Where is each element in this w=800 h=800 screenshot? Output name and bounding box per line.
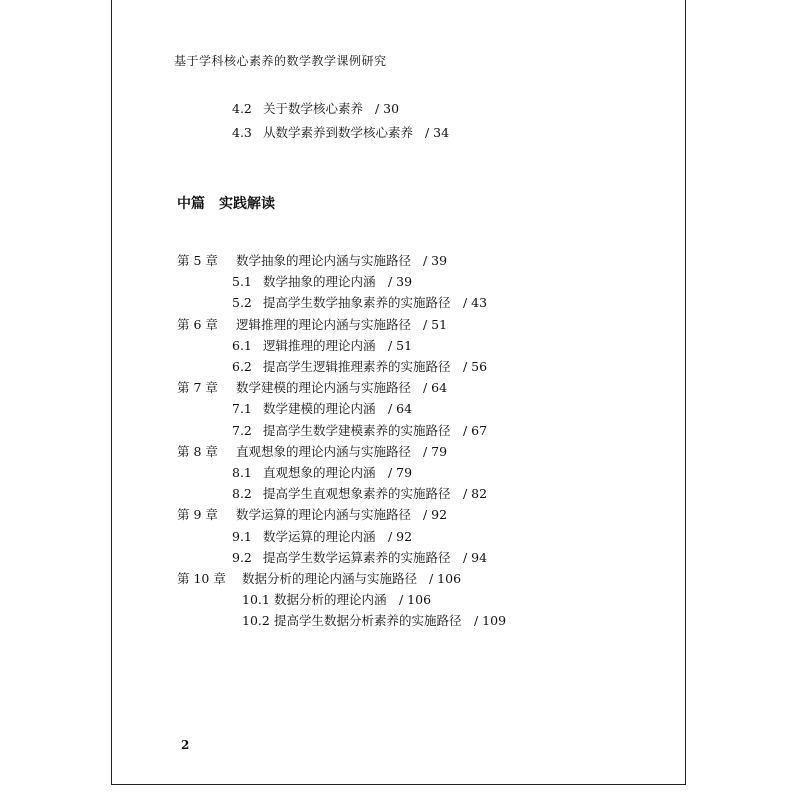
toc-chapter-number: 第 9 章 xyxy=(177,507,218,523)
toc-section-title: 提高学生逻辑推理素养的实施路径 xyxy=(263,359,451,374)
toc-chapter-number: 第 5 章 xyxy=(177,253,218,268)
toc-section-page: / 94 xyxy=(463,549,488,565)
toc-section-title: 数学运算的理论内涵 xyxy=(263,528,376,544)
toc-section-number: 4.2 xyxy=(232,101,252,116)
toc-chapter-title: 数据分析的理论内涵与实施路径 xyxy=(242,571,418,586)
toc-chapter-number: 第 8 章 xyxy=(177,443,218,459)
running-header: 基于学科核心素养的数学教学课例研究 xyxy=(174,54,387,68)
part-title: 中篇 实践解读 xyxy=(177,196,275,212)
toc-section-number: 5.1 xyxy=(232,274,252,290)
toc-section-page: / 106 xyxy=(399,592,432,608)
toc-section-page: / 82 xyxy=(463,486,488,502)
toc-section-title: 提高学生数据分析素养的实施路径 xyxy=(274,613,462,629)
toc-section-number: 6.2 xyxy=(232,359,252,374)
toc-section-page: / 67 xyxy=(463,422,488,438)
toc-section-page: / 51 xyxy=(388,337,413,353)
toc-section-title: 关于数学核心素养 xyxy=(263,101,364,116)
toc-section-number: 9.2 xyxy=(232,549,252,565)
toc-section-page: / 43 xyxy=(463,295,488,311)
toc-chapter-page: / 51 xyxy=(423,316,448,332)
toc-section-number: 10.1 xyxy=(242,592,270,608)
toc-chapter-page: / 79 xyxy=(423,443,448,459)
toc-section-number: 8.1 xyxy=(232,465,252,480)
toc-chapter-number: 第 7 章 xyxy=(177,380,218,396)
toc-section-title: 提高学生直观想象素养的实施路径 xyxy=(263,486,451,502)
toc-chapter-title: 逻辑推理的理论内涵与实施路径 xyxy=(236,316,412,332)
toc-section-title: 逻辑推理的理论内涵 xyxy=(263,337,376,353)
toc-chapter-title: 直观想象的理论内涵与实施路径 xyxy=(236,443,412,459)
toc-section-number: 9.1 xyxy=(232,528,252,544)
page-number: 2 xyxy=(181,738,190,752)
toc-section-title: 提高学生数学建模素养的实施路径 xyxy=(263,422,451,438)
toc-chapter-title: 数学建模的理论内涵与实施路径 xyxy=(236,380,412,396)
toc-section-page: / 92 xyxy=(388,528,413,544)
toc-chapter-page: / 39 xyxy=(423,253,448,268)
toc-section-title: 从数学素养到数学核心素养 xyxy=(263,125,414,140)
toc-section-number: 8.2 xyxy=(232,486,252,502)
toc-chapter-page: / 92 xyxy=(423,507,448,523)
toc-section-number: 6.1 xyxy=(232,337,252,353)
toc-section-title: 提高学生数学运算素养的实施路径 xyxy=(263,549,451,565)
toc-section-number: 7.1 xyxy=(232,401,252,417)
toc-section-page: / 79 xyxy=(388,465,413,480)
toc-section-title: 数学建模的理论内涵 xyxy=(263,401,376,417)
toc-section-title: 数学抽象的理论内涵 xyxy=(263,274,376,290)
toc-section-title: 提高学生数学抽象素养的实施路径 xyxy=(263,295,451,311)
toc-section-page: / 56 xyxy=(463,359,488,374)
toc-chapter-page: / 64 xyxy=(423,380,448,396)
toc-section-page: / 64 xyxy=(388,401,413,417)
toc-section-page: / 34 xyxy=(425,125,450,140)
toc-section-page: / 109 xyxy=(474,613,507,629)
toc-section-number: 5.2 xyxy=(232,295,252,311)
toc-section-number: 10.2 xyxy=(242,613,270,629)
toc-chapter-title: 数学抽象的理论内涵与实施路径 xyxy=(236,253,412,268)
toc-section-title: 数据分析的理论内涵 xyxy=(274,592,387,608)
toc-section-number: 7.2 xyxy=(232,422,252,438)
toc-chapter-title: 数学运算的理论内涵与实施路径 xyxy=(236,507,412,523)
toc-chapter-number: 第 6 章 xyxy=(177,316,218,332)
toc-chapter-number: 第 10 章 xyxy=(177,571,226,586)
toc-section-title: 直观想象的理论内涵 xyxy=(263,465,376,480)
toc-section-number: 4.3 xyxy=(232,125,252,140)
toc-section-page: / 39 xyxy=(388,274,413,290)
toc-chapter-page: / 106 xyxy=(429,571,462,586)
toc-section-page: / 30 xyxy=(375,101,400,116)
